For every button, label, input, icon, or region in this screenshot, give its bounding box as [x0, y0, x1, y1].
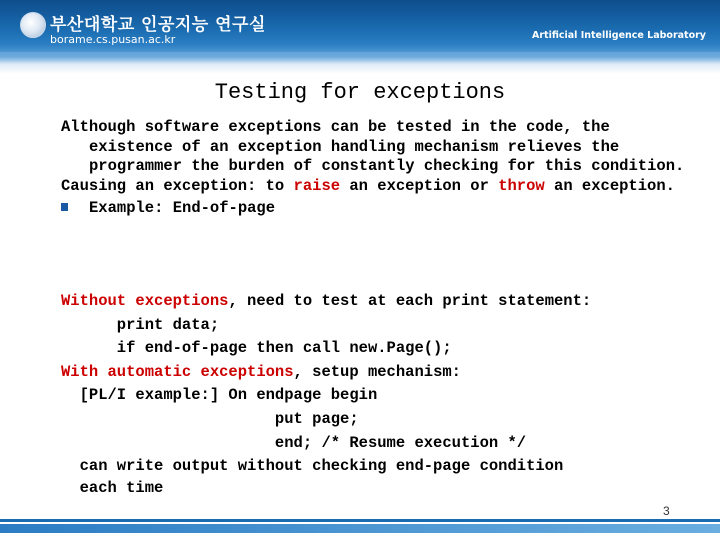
keyword-raise: raise	[293, 176, 341, 195]
with-rest: , setup mechanism:	[293, 362, 461, 381]
header-fade	[0, 52, 720, 74]
square-bullet-icon	[61, 203, 68, 211]
slide-title: Testing for exceptions	[214, 80, 506, 105]
lab-name-english: Artificial Intelligence Laboratory	[531, 30, 706, 41]
page-number: 3	[663, 504, 670, 518]
code-line-3: if end-of-page then call new.Page();	[61, 339, 452, 358]
para2-suffix: an exception.	[544, 176, 675, 195]
code-line-6: put page;	[61, 409, 359, 428]
code-line-8: can write output without checking end-page condition	[61, 457, 564, 476]
code-line-1	[61, 290, 711, 314]
slide-body	[61, 118, 701, 219]
without-rest: , need to test at each print statement:	[228, 292, 592, 310]
bullet-text: Example: End-of-page	[89, 199, 276, 217]
code-block	[61, 290, 711, 498]
para2-middle: an exception or	[340, 176, 499, 195]
footer-rule	[0, 519, 720, 522]
paragraph-1: Although software exceptions can be tested in the code, the existence of an exception handling mechanism relieves the programmer the burden of constantly checking for this condition.	[61, 118, 685, 175]
code-line-4	[61, 361, 711, 385]
para2-prefix: Causing an exception: to	[61, 176, 294, 195]
with-label: With automatic exceptions	[61, 362, 294, 381]
paragraph-2	[61, 177, 701, 197]
without-label: Without exceptions	[61, 292, 229, 310]
footer-bar	[0, 524, 720, 533]
lab-name-korean: 부산대학교 인공지능 연구실	[50, 15, 266, 35]
bullet-item	[61, 199, 701, 219]
keyword-throw: throw	[498, 176, 545, 195]
lab-url: borame.cs.pusan.ac.kr	[50, 33, 176, 46]
code-line-9: each time	[61, 478, 164, 497]
university-seal-icon	[20, 12, 46, 38]
code-line-5: [PL/I example:] On endpage begin	[61, 386, 378, 405]
code-line-7: end; /* Resume execution */	[61, 433, 527, 452]
code-line-2: print data;	[61, 315, 220, 334]
